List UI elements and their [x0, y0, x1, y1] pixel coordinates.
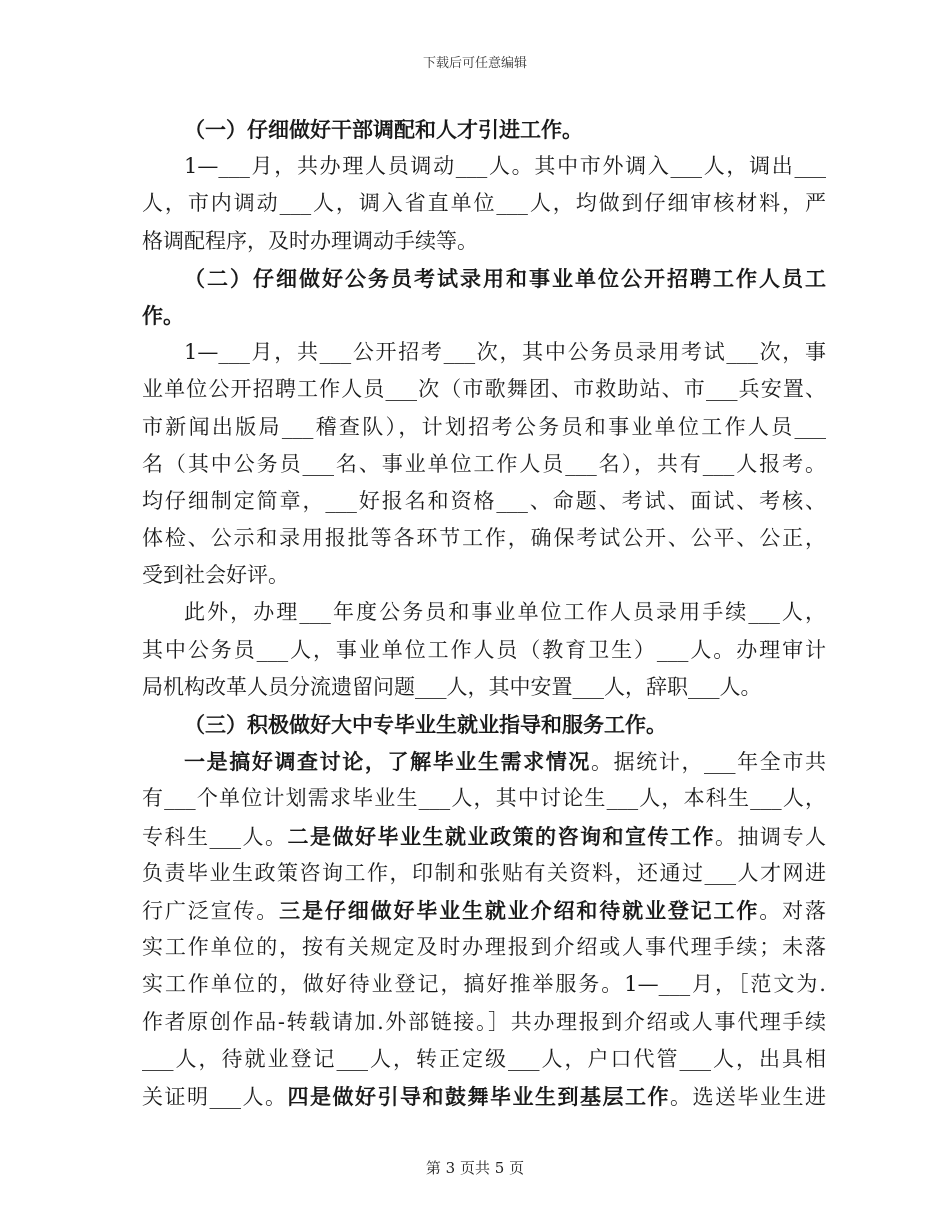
- paragraph-line: 业单位公开招聘工作人员___次（市歌舞团、市救助站、市___兵安置、: [142, 377, 826, 402]
- section-3-heading: （三）积极做好大中专毕业生就业指导和服务工作。: [184, 712, 667, 737]
- text-run: 。选送毕业生进: [670, 1084, 826, 1109]
- paragraph-line: 负责毕业生政策咨询工作，印制和张贴有关资料，还通过___人才网进: [142, 860, 826, 885]
- point-one-bold: 一是搞好调查讨论，了解毕业生需求情况: [184, 749, 591, 775]
- text-run: 专科生___人。: [142, 824, 288, 849]
- paragraph-line: 1—___月，共___公开招考___次，其中公务员录用考试___次，事: [184, 340, 826, 365]
- paragraph-line: 市新闻出版局___稽查队），计划招考公务员和事业单位工作人员___: [142, 414, 826, 439]
- page-header: 下载后可任意编辑: [422, 56, 527, 71]
- point-two-bold: 二是做好毕业生就业政策的咨询和宣传工作: [287, 823, 715, 849]
- paragraph-line: 格调配程序，及时办理调动手续等。: [142, 228, 478, 253]
- point-four-bold: 四是做好引导和鼓舞毕业生到基层工作: [287, 1083, 670, 1109]
- page-footer: 第 3 页共 5 页: [425, 1159, 525, 1177]
- paragraph-line: 实工作单位的，按有关规定及时办理报到介绍或人事代理手续；未落: [142, 935, 826, 960]
- paragraph-line: 其中公务员___人，事业单位工作人员（教育卫生）___人。办理审计: [142, 637, 826, 662]
- section-2-heading-cont: 作。: [142, 302, 184, 328]
- section-1-heading: （一）仔细做好干部调配和人才引进工作。: [184, 117, 583, 142]
- paragraph-line: [142, 1078, 826, 1115]
- point-three-bold: 三是仔细做好毕业生就业介绍和待就业登记工作: [279, 897, 760, 923]
- paragraph-line: 此外，办理___年度公务员和事业单位工作人员录用手续___人，: [184, 600, 826, 625]
- paragraph-line: [142, 818, 826, 855]
- paragraph-line: 均仔细制定简章，___好报名和资格___、命题、考试、面试、考核、: [142, 488, 826, 513]
- document-body: [142, 111, 826, 1115]
- paragraph-line: 作者原创作品-转载请加.外部链接。］共办理报到介绍或人事代理手续: [142, 1009, 826, 1034]
- text-run: 。据统计，___年全市共: [591, 750, 826, 775]
- paragraph-line: 体检、公示和录用报批等各环节工作，确保考试公开、公平、公正，: [142, 526, 826, 551]
- paragraph-line: 实工作单位的，做好待业登记，搞好推举服务。1—___月，［范文为.: [142, 972, 826, 997]
- paragraph-line: [142, 892, 826, 929]
- section-2-heading: （二）仔细做好公务员考试录用和事业单位公开招聘工作人员工: [184, 265, 826, 291]
- paragraph-line: 局机构改革人员分流遗留问题___人，其中安置___人，辞职___人。: [142, 674, 762, 699]
- paragraph-line: 有___个单位计划需求毕业生___人，其中讨论生___人，本科生___人，: [142, 786, 826, 811]
- text-run: 行广泛宣传。: [142, 898, 280, 923]
- paragraph-line: 人，市内调动___人，调入省直单位___人，均做到仔细审核材料，严: [142, 191, 826, 216]
- paragraph-line: ___人，待就业登记___人，转正定级___人，户口代管___人，出具相: [142, 1046, 826, 1071]
- paragraph-line: 受到社会好评。: [142, 563, 289, 588]
- text-run: 关证明___人。: [142, 1084, 288, 1109]
- text-run: 。抽调专人: [715, 824, 826, 849]
- paragraph-line: 1—___月，共办理人员调动___人。其中市外调入___人，调出___: [184, 154, 826, 179]
- text-run: 。对落: [759, 898, 827, 923]
- paragraph-line: [142, 743, 826, 780]
- paragraph-line: 名（其中公务员___名、事业单位工作人员___名），共有___人报考。: [142, 451, 826, 476]
